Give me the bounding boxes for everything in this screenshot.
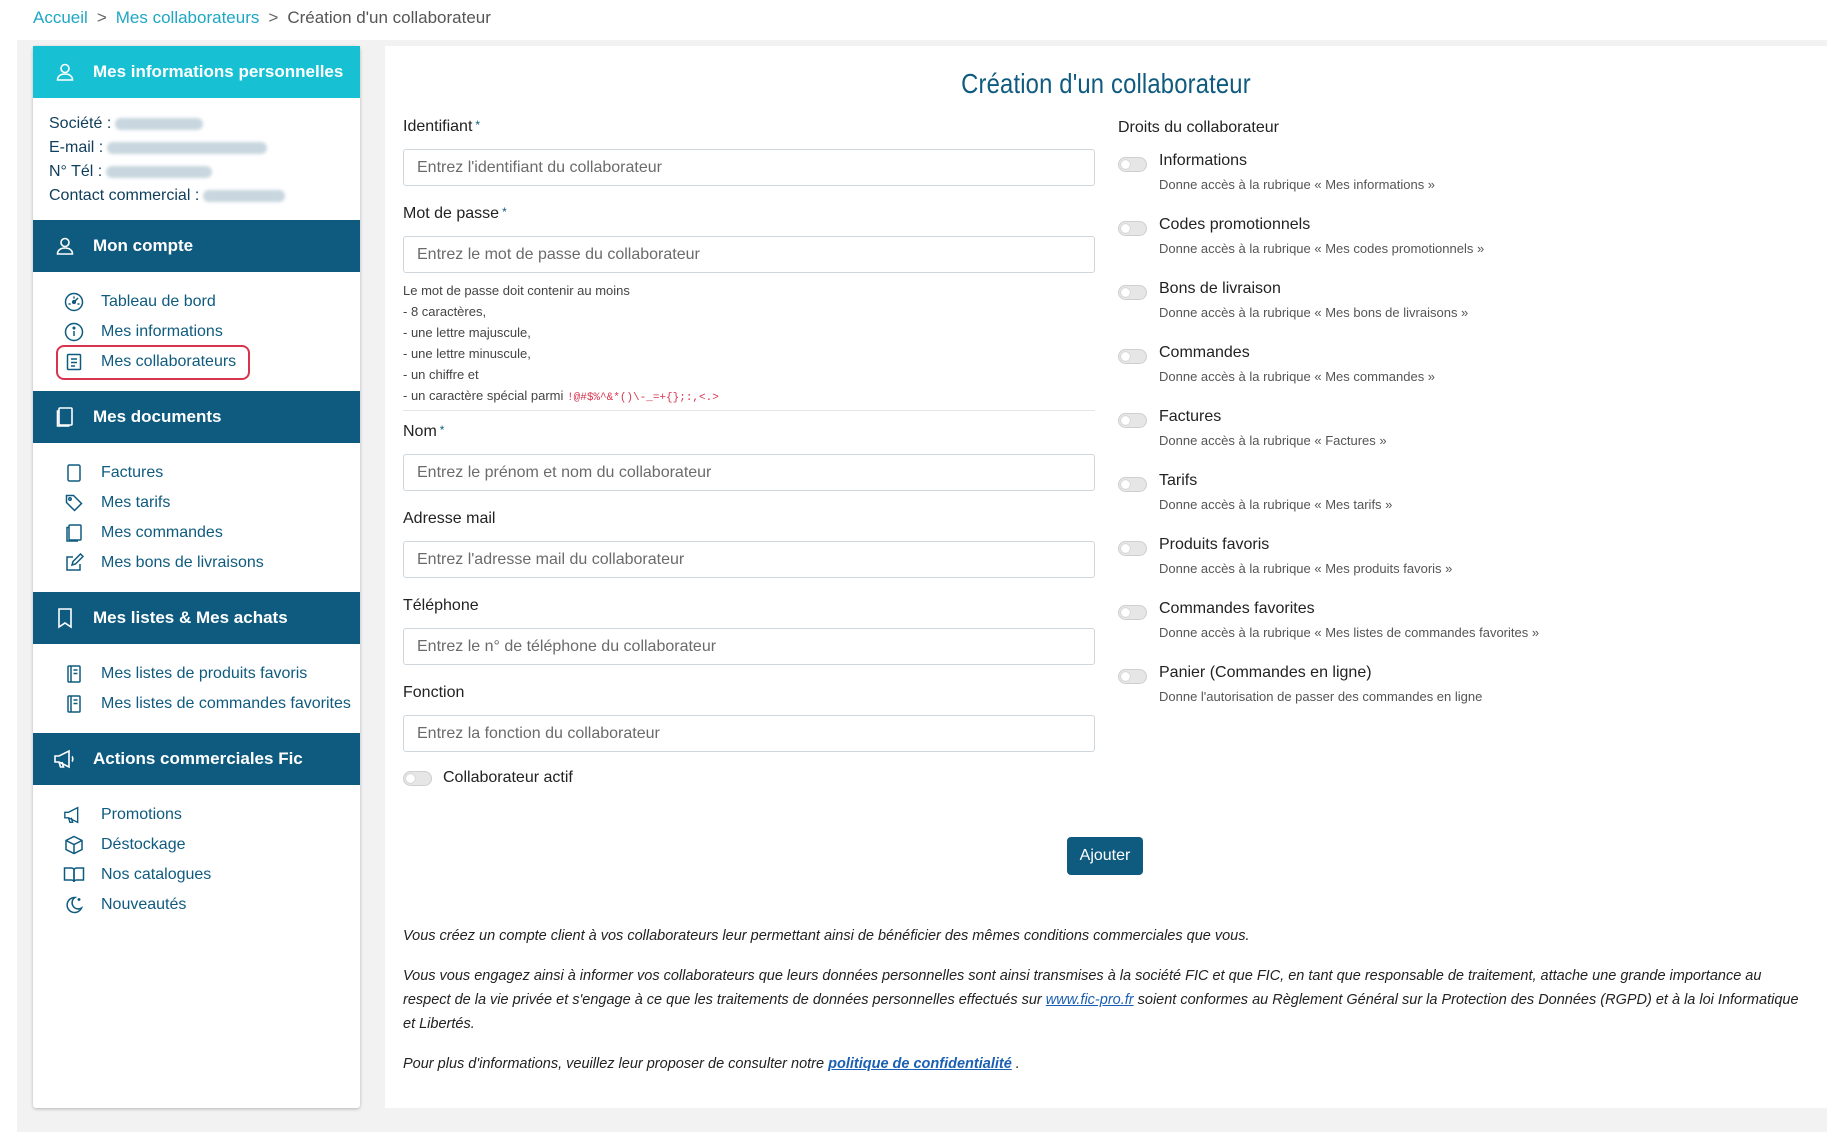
legal-p2-text: Vous vous engagez ainsi à informer vos collaborateurs que leurs données personnelles sont ainsi transmises à la société FIC et que FIC, en tant que responsable de traitement, attache une grande importance au respect de la vie privée et s'engage à ce que les traitements de données personnelles effectués sur	[403, 968, 1762, 1008]
legal-paragraph-1: Vous créez un compte client à vos collaborateurs leur permettant ainsi de bénéficier des mêmes conditions commerciales que vous.	[403, 928, 1250, 944]
legal-p3-text: Pour plus d'informations, veuillez leur proposer de consulter notre	[403, 1056, 829, 1072]
personal-info-title: Mes informations personnelles	[93, 62, 344, 81]
right-cart	[1118, 664, 1768, 724]
document-icon	[63, 462, 85, 484]
right-name: Informations	[1159, 152, 1248, 169]
sidebar-item-invoices[interactable]	[33, 458, 360, 488]
sidebar-item-catalogues[interactable]	[33, 860, 360, 890]
right-name: Bons de livraison	[1159, 280, 1281, 297]
sidebar-item-delivery-notes[interactable]	[33, 548, 360, 578]
right-description: Donne accès à la rubrique « Factures »	[1159, 433, 1387, 448]
redacted-company	[115, 118, 203, 130]
right-invoices	[1118, 408, 1768, 468]
lists-menu	[33, 644, 360, 733]
right-toggle[interactable]	[1118, 669, 1147, 684]
right-toggle[interactable]	[1118, 221, 1147, 236]
active-toggle[interactable]	[403, 771, 432, 786]
copy-document-icon	[63, 522, 85, 544]
sidebar-item-label: Mes listes de commandes favorites	[101, 695, 351, 712]
checklist-icon	[63, 351, 85, 373]
sidebar-item-my-info[interactable]	[33, 317, 360, 347]
right-name: Tarifs	[1159, 472, 1198, 489]
phone-label: Téléphone	[403, 597, 479, 614]
rights-title: Droits du collaborateur	[1118, 119, 1279, 136]
lists-header	[33, 592, 360, 644]
password-label-text: Mot de passe	[403, 205, 500, 222]
gauge-icon	[63, 291, 85, 313]
sales-contact-label: Contact commercial :	[49, 187, 200, 204]
breadcrumb-current: Création d'un collaborateur	[287, 8, 491, 27]
sidebar-item-clearance[interactable]	[33, 830, 360, 860]
sidebar-item-dashboard[interactable]	[33, 287, 360, 317]
right-description: Donne accès à la rubrique « Mes bons de livraisons »	[1159, 305, 1469, 320]
sidebar-item-prices[interactable]	[33, 488, 360, 518]
account-header	[33, 220, 360, 272]
account-title: Mon compte	[93, 236, 194, 255]
right-toggle[interactable]	[1118, 541, 1147, 556]
password-rule: - une lettre minuscule,	[403, 346, 531, 361]
redacted-email	[107, 142, 267, 154]
identifiant-input[interactable]	[403, 149, 1095, 186]
right-name: Commandes favorites	[1159, 600, 1315, 617]
password-help	[403, 280, 1095, 411]
email-label: E-mail :	[49, 139, 104, 156]
password-rule: - une lettre majuscule,	[403, 325, 531, 340]
right-promo-codes	[1118, 216, 1768, 276]
breadcrumb-home-link[interactable]: Accueil	[33, 8, 88, 27]
nom-input[interactable]	[403, 454, 1095, 491]
sidebar-item-label: Mes bons de livraisons	[101, 554, 264, 571]
documents-title: Mes documents	[93, 407, 222, 426]
legal-paragraph-3	[403, 1052, 1803, 1076]
nom-label-text: Nom	[403, 423, 437, 440]
right-description: Donne l'autorisation de passer des commandes en ligne	[1159, 689, 1483, 704]
list-book-icon	[63, 693, 85, 715]
sidebar-item-label: Factures	[101, 464, 164, 481]
password-label	[403, 205, 507, 223]
password-help-intro: Le mot de passe doit contenir au moins	[403, 283, 630, 298]
sidebar-item-new-products[interactable]	[33, 890, 360, 920]
sidebar-item-label: Tableau de bord	[101, 293, 216, 310]
list-book-icon	[63, 663, 85, 685]
sidebar-item-label: Nouveautés	[101, 896, 187, 913]
open-book-icon	[63, 864, 85, 886]
right-description: Donne accès à la rubrique « Mes informations »	[1159, 177, 1436, 192]
right-name: Factures	[1159, 408, 1222, 425]
right-description: Donne accès à la rubrique « Mes produits favoris »	[1159, 561, 1453, 576]
account-menu	[33, 272, 360, 391]
sidebar-item-label: Mes listes de produits favoris	[101, 665, 308, 682]
documents-header	[33, 391, 360, 443]
add-button[interactable]: Ajouter	[1067, 837, 1143, 875]
right-favorite-orders	[1118, 600, 1768, 660]
privacy-policy-link[interactable]: politique de confidentialité	[828, 1056, 1012, 1072]
right-name: Produits favoris	[1159, 536, 1270, 553]
nom-label	[403, 423, 444, 441]
documents-menu	[33, 443, 360, 592]
right-name: Panier (Commandes en ligne)	[1159, 664, 1372, 681]
active-toggle-label: Collaborateur actif	[443, 769, 573, 786]
sidebar-item-label: Mes informations	[101, 323, 223, 340]
required-mark: *	[475, 118, 481, 132]
commercial-title: Actions commerciales Fic	[93, 749, 303, 768]
phone-input[interactable]	[403, 628, 1095, 665]
sidebar-item-collaborators[interactable]	[33, 347, 360, 377]
right-delivery-notes	[1118, 280, 1768, 340]
redacted-phone	[106, 166, 212, 178]
personal-info-header	[33, 46, 360, 98]
info-icon	[63, 321, 85, 343]
bookmark-icon	[47, 607, 83, 629]
required-mark: *	[502, 205, 507, 219]
personal-info-details	[33, 98, 360, 220]
identifiant-label	[403, 118, 480, 136]
box-icon	[63, 834, 85, 856]
sidebar-item-label: Déstockage	[101, 836, 186, 853]
right-favorite-products	[1118, 536, 1768, 596]
right-toggle[interactable]	[1118, 349, 1147, 364]
sidebar-item-favorite-products[interactable]	[33, 659, 360, 689]
right-toggle[interactable]	[1118, 477, 1147, 492]
right-description: Donne accès à la rubrique « Mes tarifs »	[1159, 497, 1393, 512]
legal-paragraph-2	[403, 964, 1803, 1036]
edit-icon	[63, 552, 85, 574]
sidebar	[33, 46, 360, 1108]
sidebar-item-favorite-orders[interactable]	[33, 689, 360, 719]
right-name: Commandes	[1159, 344, 1250, 361]
breadcrumb-collaborators-link[interactable]: Mes collaborateurs	[115, 8, 260, 27]
right-toggle[interactable]	[1118, 285, 1147, 300]
password-input[interactable]	[403, 236, 1095, 273]
right-description: Donne accès à la rubrique « Mes listes de commandes favorites »	[1159, 625, 1540, 640]
required-mark: *	[439, 423, 445, 437]
megaphone-icon	[47, 749, 83, 769]
main-form-card	[385, 46, 1827, 1108]
legal-p3-text-end: .	[1011, 1056, 1020, 1072]
company-label: Société :	[49, 115, 112, 132]
documents-icon	[47, 406, 83, 428]
megaphone-icon	[63, 804, 85, 826]
user-icon	[47, 62, 83, 82]
email-label: Adresse mail	[403, 510, 496, 527]
special-chars: !@#$%^&*()\-_=+{};:,<.>	[567, 392, 719, 404]
commercial-header	[33, 733, 360, 785]
sidebar-item-label: Mes collaborateurs	[101, 353, 237, 370]
breadcrumb-separator: >	[268, 8, 279, 27]
function-input[interactable]	[403, 715, 1095, 752]
right-toggle[interactable]	[1118, 157, 1147, 172]
right-description: Donne accès à la rubrique « Mes codes promotionnels »	[1159, 241, 1485, 256]
commercial-menu	[33, 785, 360, 934]
function-label: Fonction	[403, 684, 465, 701]
password-rule-special	[403, 385, 1095, 409]
right-description: Donne accès à la rubrique « Mes commandes »	[1159, 369, 1436, 384]
sidebar-item-orders[interactable]	[33, 518, 360, 548]
right-toggle[interactable]	[1118, 413, 1147, 428]
page-title: Création d'un collaborateur	[961, 68, 1251, 99]
sidebar-item-label: Mes tarifs	[101, 494, 171, 511]
sidebar-item-label: Promotions	[101, 806, 182, 823]
identifiant-label-text: Identifiant	[403, 118, 473, 135]
redacted-sales-contact	[203, 190, 285, 202]
right-informations	[1118, 152, 1768, 212]
lists-title: Mes listes & Mes achats	[93, 608, 288, 627]
breadcrumb	[33, 8, 491, 28]
password-rule: - 8 caractères,	[403, 304, 487, 319]
phone-label: N° Tél :	[49, 163, 103, 180]
special-prefix: - un caractère spécial parmi	[403, 388, 568, 403]
right-name: Codes promotionnels	[1159, 216, 1311, 233]
sidebar-item-label: Nos catalogues	[101, 866, 212, 883]
moon-sparkle-icon	[63, 894, 85, 916]
tag-icon	[63, 492, 85, 514]
password-rule: - un chiffre et	[403, 367, 479, 382]
sidebar-item-promotions[interactable]	[33, 800, 360, 830]
right-orders	[1118, 344, 1768, 404]
right-prices	[1118, 472, 1768, 532]
breadcrumb-separator: >	[96, 8, 107, 27]
sidebar-item-label: Mes commandes	[101, 524, 223, 541]
user-icon	[47, 236, 83, 256]
legal-p2-text-end: soient conformes au Règlement Général sur la Protection des Données (RGPD) et à la loi Informatique et Libertés.	[403, 992, 1799, 1032]
fic-website-link[interactable]: www.fic-pro.fr	[1045, 992, 1134, 1008]
email-input[interactable]	[403, 541, 1095, 578]
right-toggle[interactable]	[1118, 605, 1147, 620]
